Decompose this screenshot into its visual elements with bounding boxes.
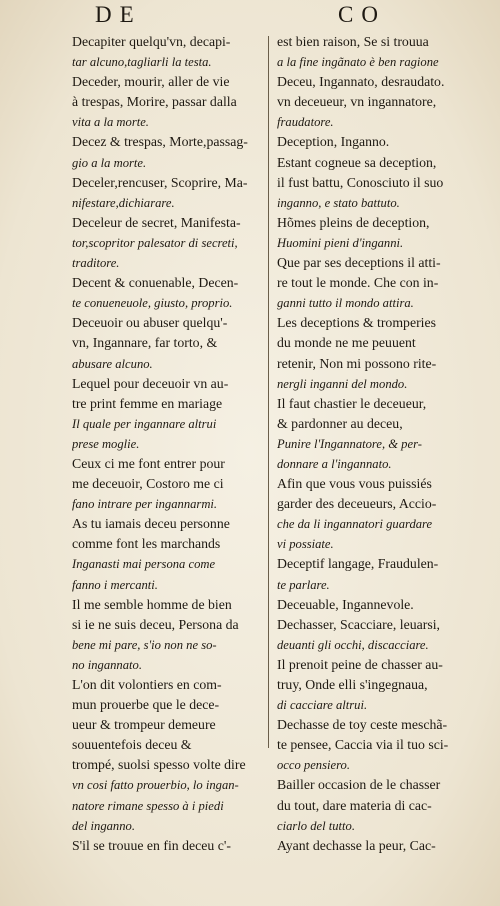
entry-line: te pensee, Caccia via il tuo sci-	[277, 737, 449, 753]
entry-line: vi possiate.	[277, 537, 334, 552]
entry-line: occo pensiero.	[277, 758, 350, 773]
entry-line: Deception, Inganno.	[277, 134, 390, 150]
dictionary-entry	[277, 132, 483, 152]
entry-line: abusare alcuno.	[72, 356, 153, 371]
entry-line: prese moglie.	[72, 436, 140, 451]
entry-line: S'il se trouue en fin deceu c'-	[72, 837, 231, 853]
entry-line: vn cosi fatto prouerbio, lo ingan-	[72, 778, 239, 793]
entry-line: trompé, suolsi spesso volte dire	[72, 757, 246, 773]
entry-line: ueur & trompeur demeure	[72, 717, 216, 733]
entry-line: Deceder, mourir, aller de vie	[72, 74, 230, 90]
dictionary-entry	[277, 595, 483, 615]
entry-line: il fust battu, Conosciuto il suo	[277, 174, 444, 190]
dictionary-entry	[277, 554, 483, 594]
entry-line: Que par ses deceptions il atti-	[277, 255, 441, 271]
entry-line: Il me semble homme de bien	[72, 596, 232, 612]
dictionary-entry	[277, 92, 483, 132]
header-left: DE	[95, 2, 142, 27]
dictionary-entry	[72, 313, 278, 373]
entry-line: souuentefois deceu &	[72, 737, 192, 753]
dictionary-entry	[72, 454, 278, 514]
dictionary-entry	[72, 132, 278, 172]
entry-line: donnare a l'ingannato.	[277, 456, 392, 471]
entry-line: Estant cogneue sa deception,	[277, 154, 437, 170]
entry-line: deuanti gli occhi, discacciare.	[277, 637, 429, 652]
entry-line: nergli inganni del mondo.	[277, 376, 408, 391]
entry-line: retenir, Non mi possono rite-	[277, 355, 437, 371]
dictionary-entry	[72, 836, 278, 856]
dictionary-entry	[72, 273, 278, 313]
entry-line: Dechasse de toy ceste meschã-	[277, 717, 448, 733]
entry-line: As tu iamais deceu personne	[72, 516, 230, 532]
entry-line: ciarlo del tutto.	[277, 818, 356, 833]
entry-line: du tout, dare materia di cac-	[277, 797, 432, 813]
entry-line: Ceux ci me font entrer pour	[72, 455, 225, 471]
entry-line: Lequel pour deceuoir vn au-	[72, 375, 229, 391]
entry-line: re tout le monde. Che con in-	[277, 275, 439, 291]
entry-line: fraudatore.	[277, 115, 334, 130]
dictionary-entry	[277, 474, 483, 554]
entry-line: Punire l'Ingannatore, & per-	[277, 436, 422, 451]
left-column	[72, 32, 278, 856]
entry-line: Deceuable, Ingannevole.	[277, 596, 414, 612]
dictionary-entry	[277, 313, 483, 393]
dictionary-entry	[72, 213, 278, 273]
entry-line: si ie ne suis deceu, Persona da	[72, 616, 239, 632]
entry-line: Huomini pieni d'inganni.	[277, 235, 404, 250]
entry-line: truy, Onde elli s'ingegnaua,	[277, 677, 428, 692]
entry-line: vita a la morte.	[72, 115, 149, 130]
entry-line: Decapiter quelqu'vn, decapi-	[72, 34, 231, 49]
dictionary-entry	[72, 374, 278, 454]
entry-line: Deceuoir ou abuser quelqu'-	[72, 315, 228, 331]
entry-line: gio a la morte.	[72, 155, 147, 170]
entry-line: ganni tutto il mondo attira.	[277, 296, 414, 311]
entry-line: mun prouerbe que le dece-	[72, 697, 220, 713]
entry-line: Deceu, Ingannato, desraudato.	[277, 74, 445, 90]
dictionary-entry	[72, 595, 278, 675]
entry-line: & pardonner au deceu,	[277, 415, 403, 431]
dictionary-entry	[277, 394, 483, 474]
entry-line: Afin que vous vous puissiés	[277, 476, 432, 492]
entry-line: Decez & trespas, Morte,passag-	[72, 134, 248, 150]
entry-line: traditore.	[72, 256, 120, 271]
dictionary-entry	[277, 615, 483, 655]
dictionary-entry	[277, 72, 483, 92]
running-header	[0, 2, 500, 32]
dictionary-entry	[72, 72, 278, 132]
dictionary-entry	[277, 775, 483, 835]
entry-line: du monde ne me peuuent	[277, 335, 416, 351]
dictionary-entry	[277, 655, 483, 715]
entry-line: Ayant dechasse la peur, Cac-	[277, 837, 436, 853]
entry-line: bene mi pare, s'io non ne so-	[72, 637, 217, 652]
entry-line: comme font les marchands	[72, 536, 221, 552]
dictionary-entry	[277, 32, 483, 72]
entry-line: no ingannato.	[72, 657, 142, 672]
dictionary-entry	[277, 213, 483, 253]
entry-line: tor,scopritor palesator di secreti,	[72, 235, 238, 250]
entry-line: a la fine ingãnato è ben ragione	[277, 55, 439, 70]
dictionary-entry	[277, 715, 483, 775]
entry-line: L'on dit volontiers en com-	[72, 677, 222, 692]
entry-line: nifestare,dichiarare.	[72, 195, 175, 210]
entry-line: Inganasti mai persona come	[72, 557, 216, 572]
entry-line: Il faut chastier le deceueur,	[277, 395, 427, 411]
entry-line: me deceuoir, Costoro me ci	[72, 476, 224, 492]
dictionary-entry	[72, 173, 278, 213]
entry-line: Deceler,rencuser, Scoprire, Ma-	[72, 174, 248, 190]
entry-line: che da li ingannatori guardare	[277, 517, 433, 532]
entry-line: Deceptif langage, Fraudulen-	[277, 556, 439, 572]
right-column	[277, 32, 483, 856]
entry-line: vn, Ingannare, far torto, &	[72, 335, 218, 351]
entry-line: vn deceueur, vn ingannatore,	[277, 94, 437, 110]
entry-line: fano intrare per ingannarmi.	[72, 497, 218, 512]
entry-line: Deceleur de secret, Manifesta-	[72, 214, 241, 230]
column-divider	[268, 36, 269, 748]
entry-line: di cacciare altrui.	[277, 698, 368, 713]
entry-line: fanno i mercanti.	[72, 577, 158, 592]
entry-line: Dechasser, Scacciare, leuarsi,	[277, 616, 441, 632]
entry-line: Hõmes pleins de deception,	[277, 214, 430, 230]
entry-line: garder des deceueurs, Accio-	[277, 496, 437, 512]
entry-line: inganno, e stato battuto.	[277, 195, 400, 210]
entry-line: tre print femme en mariage	[72, 395, 223, 411]
entry-line: Il prenoit peine de chasser au-	[277, 656, 443, 672]
dictionary-entry	[277, 253, 483, 313]
entry-line: Decent & conuenable, Decen-	[72, 275, 239, 291]
entry-line: Les deceptions & tromperies	[277, 315, 437, 331]
header-right: CO	[338, 2, 386, 27]
dictionary-entry	[277, 153, 483, 213]
entry-line: à trespas, Morire, passar dalla	[72, 94, 237, 110]
entry-line: est bien raison, Se si trouua	[277, 34, 429, 49]
entry-line: Il quale per ingannare altrui	[72, 416, 217, 431]
entry-line: Bailler occasion de le chasser	[277, 777, 441, 793]
dictionary-entry	[72, 32, 278, 72]
entry-line: te conueneuole, giusto, proprio.	[72, 296, 233, 311]
dictionary-entry	[72, 514, 278, 594]
entry-line: del inganno.	[72, 818, 135, 833]
entry-line: te parlare.	[277, 577, 330, 592]
entry-line: natore rimane spesso à i piedi	[72, 798, 224, 813]
dictionary-entry	[277, 836, 483, 856]
entry-line: tar alcuno,tagliarli la testa.	[72, 55, 212, 70]
dictionary-entry	[72, 675, 278, 836]
